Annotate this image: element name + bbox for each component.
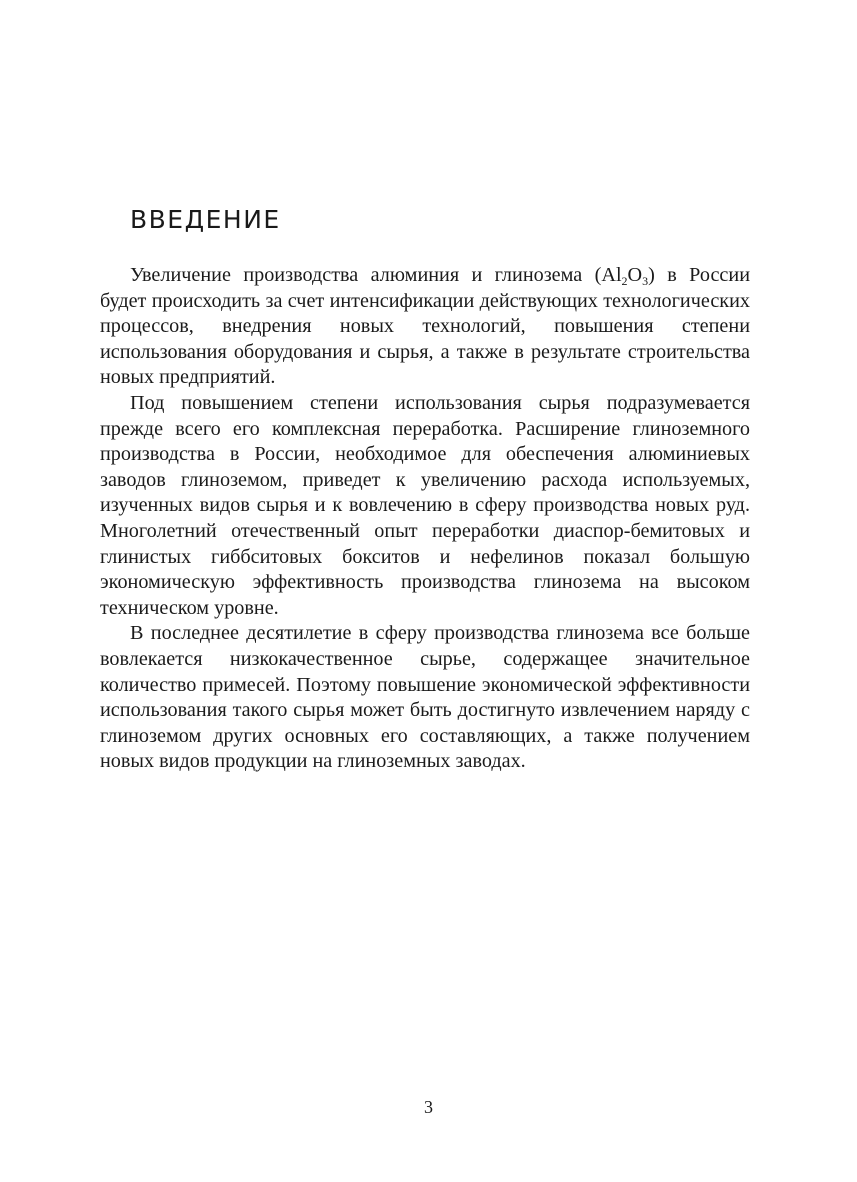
paragraph-1-end: в России будет происходить за счет интенсификации действующих технологических процессов, внедрения новых технологий, повышения степени использования оборудования и сырья, а также в результате строительства новых предприятий.: [100, 264, 750, 389]
alumina-formula: $(Al_2O_3)$: [594, 264, 655, 288]
body-text: [100, 263, 750, 775]
paragraph-3: В последнее десятилетие в сферу производства глинозема все больше вовлекается низкокачественное сырье, содержащее значительное количество примесей. Поэтому повышение экономической эффективности использования такого сырья может быть достигнуто извлечением наряду с глиноземом других основных его составляющих, а также получением новых видов продукции на глиноземных заводах.: [100, 622, 750, 773]
paragraph-1: [100, 263, 750, 391]
paragraph-2: Под повышением степени использования сырья подразумевается прежде всего его комплексная переработка. Расширение глиноземного производства в России, необходимое для обеспечения алюминиевых заводов глиноземом, приведет к увеличению расхода используемых, изученных видов сырья и к вовлечению в сферу производства новых руд. Многолетний отечественный опыт переработки диаспор-бемитовых и глинистых гиббситовых бокситов и нефелинов показал большую экономическую эффективность производства глинозема на высоком техническом уровне.: [100, 391, 750, 619]
paragraph-1-start: Увеличение производства алюминия и глинозема: [130, 264, 595, 286]
page-number: 3: [424, 1097, 433, 1117]
section-heading: ВВЕДЕНИЕ: [130, 205, 281, 234]
